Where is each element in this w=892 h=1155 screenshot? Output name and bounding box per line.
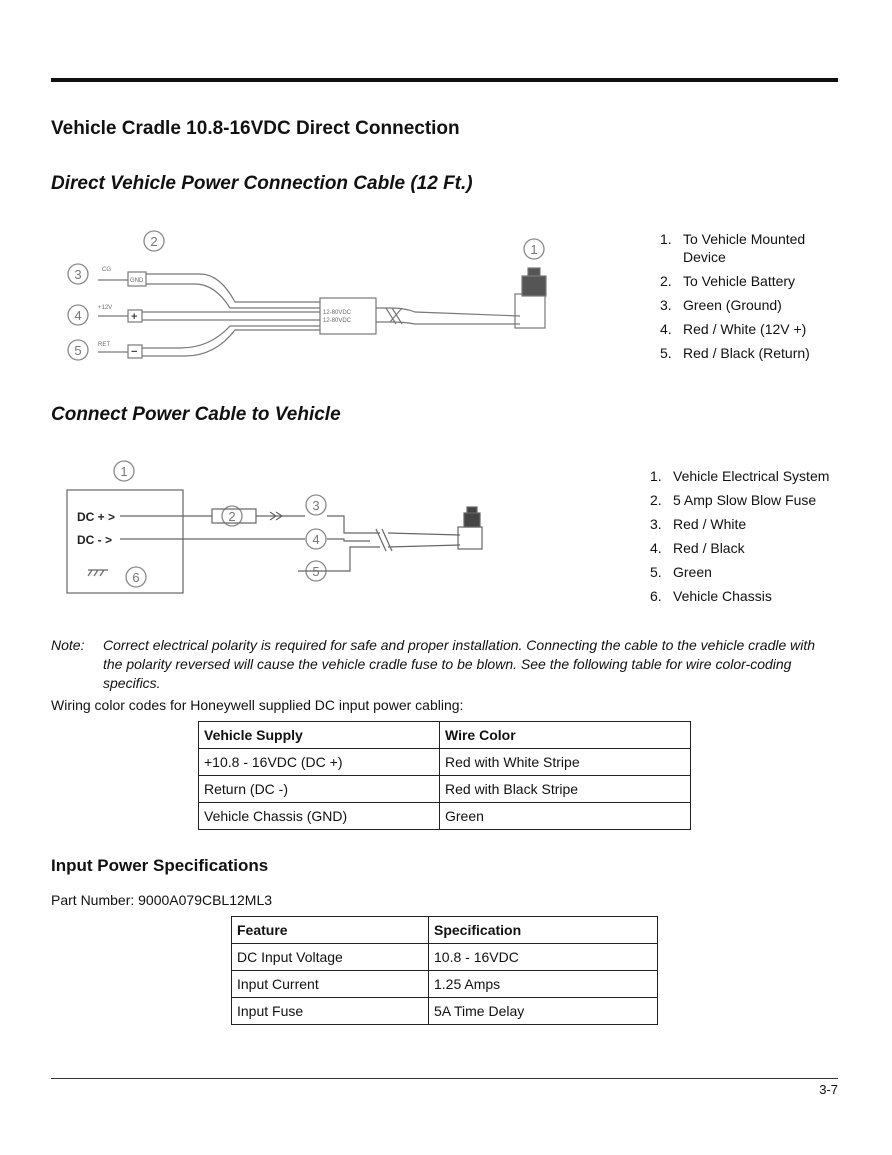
table-header: Vehicle Supply [199,722,440,749]
specs-heading: Input Power Specifications [51,856,269,875]
table-cell: Red with Black Stripe [440,776,691,803]
connect-legend [650,467,850,611]
table-cell: Red with White Stripe [440,749,691,776]
wiring-table [198,721,691,830]
list-item: 5. Red / Black (Return) [660,345,810,361]
table-row [199,803,691,830]
wiring-intro: Wiring color codes for Honeywell supplied DC input power cabling: [51,697,464,713]
svg-text:5: 5 [74,343,82,358]
note-text: Correct electrical polarity is required for safe and proper installation. Connecting the cable to the vehicle cradle with the polarity reversed will cause the vehicle cradle fuse to be blown. See the following table for wire color-coding specifics. [103,637,816,691]
svg-text:4: 4 [74,308,82,323]
svg-text:2: 2 [150,234,158,249]
table-row [199,776,691,803]
cable-diagram [60,222,580,372]
table-cell: Input Fuse [232,998,429,1025]
svg-text:3: 3 [312,498,320,513]
svg-text:+12V: +12V [98,305,113,311]
table-row [232,944,658,971]
list-item: 5. Green [650,564,712,580]
table-cell: Vehicle Chassis (GND) [199,803,440,830]
page-number: 3-7 [819,1082,838,1097]
svg-text:1: 1 [120,464,128,479]
connect-diagram [60,455,500,600]
page-title: Vehicle Cradle 10.8-16VDC Direct Connection [51,118,460,139]
cable-legend [660,230,840,368]
table-cell: 1.25 Amps [429,971,658,998]
svg-text:12-80VDC: 12-80VDC [323,318,352,324]
table-cell: +10.8 - 16VDC (DC +) [199,749,440,776]
svg-text:DC - >: DC - > [77,533,113,547]
list-item: 2. To Vehicle Battery [660,273,796,289]
spec-table [231,916,658,1025]
list-item: 3. Red / White [650,516,747,532]
svg-text:CG: CG [102,267,111,273]
list-item: 1. Vehicle Electrical System [650,468,830,484]
list-item: 3. Green (Ground) [660,297,782,313]
svg-text:5: 5 [312,564,320,579]
table-cell: DC Input Voltage [232,944,429,971]
list-item: 4. Red / White (12V +) [660,321,807,337]
table-row [232,998,658,1025]
svg-text:+: + [131,311,138,323]
note-label: Note: [51,637,85,653]
svg-text:6: 6 [132,570,140,585]
table-header: Specification [429,917,658,944]
svg-text:−: − [131,346,138,358]
list-item: 4. Red / Black [650,540,745,556]
top-rule [51,78,838,82]
list-item: 1. To Vehicle Mounted Device [660,231,806,265]
svg-text:3: 3 [74,267,82,282]
list-item: 6. Vehicle Chassis [650,588,772,604]
table-row [199,749,691,776]
section-heading-cable: Direct Vehicle Power Connection Cable (12 Ft.) [51,173,473,194]
table-cell: 10.8 - 16VDC [429,944,658,971]
svg-text:12-80VDC: 12-80VDC [323,310,352,316]
table-cell: Input Current [232,971,429,998]
table-cell: 5A Time Delay [429,998,658,1025]
table-header-row [199,722,691,749]
table-row [232,971,658,998]
note [51,636,836,693]
list-item: 2. 5 Amp Slow Blow Fuse [650,492,817,508]
table-cell: Green [440,803,691,830]
table-cell: Return (DC -) [199,776,440,803]
svg-text:DC + >: DC + > [77,510,116,524]
table-header: Wire Color [440,722,691,749]
table-header-row [232,917,658,944]
table-header: Feature [232,917,429,944]
svg-text:2: 2 [228,509,236,524]
svg-text:GND: GND [130,278,144,284]
svg-text:1: 1 [530,242,538,257]
section-heading-connect: Connect Power Cable to Vehicle [51,404,341,425]
bottom-rule [51,1078,838,1079]
svg-text:RET: RET [98,342,110,348]
part-number: Part Number: 9000A079CBL12ML3 [51,892,273,908]
svg-text:4: 4 [312,532,320,547]
